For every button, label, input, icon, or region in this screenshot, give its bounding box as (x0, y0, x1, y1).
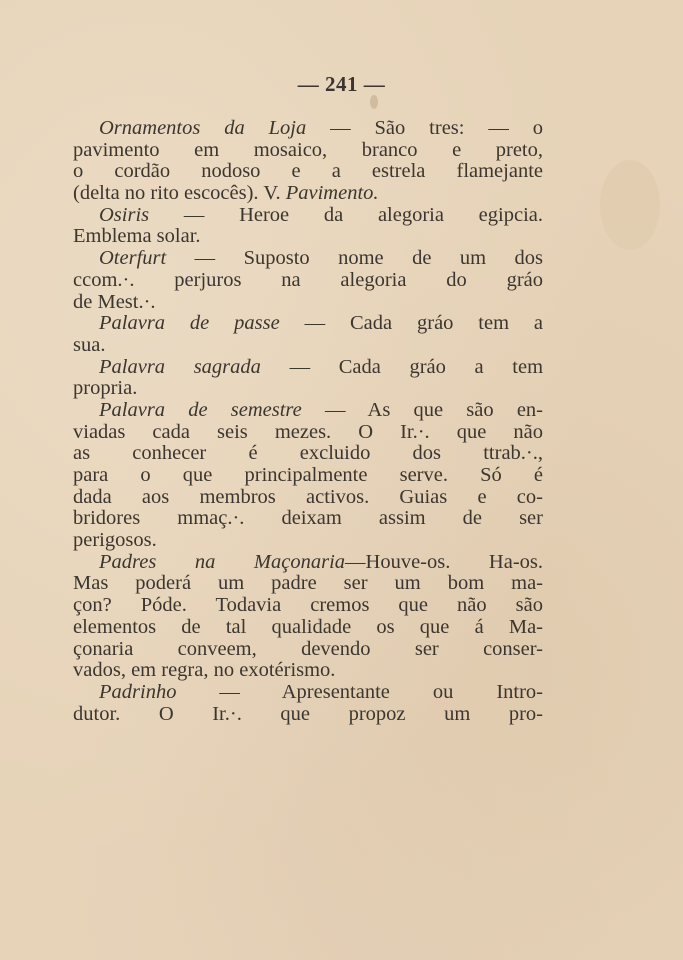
entry-term: Palavra de passe (99, 312, 280, 335)
entry-text: — As que são en- (324, 398, 543, 421)
entry-text: — São tres: — o (330, 117, 543, 139)
entry-text: bridores mmaç.·. deixam assim de ser (73, 507, 543, 530)
entry-text: o cordão nodoso e a estrela flamejante (73, 160, 543, 183)
entry-term: Palavra de semestre (99, 398, 302, 421)
entry-text: çon? Póde. Todavia cremos que não são (73, 594, 543, 617)
entry-text: pavimento em mosaico, branco e preto, (73, 138, 543, 161)
entry-palavra-de-passe (73, 313, 543, 356)
entry-text: propria. (73, 377, 138, 400)
entry-text: perigosos. (73, 529, 157, 552)
entry-text: de Mest.·. (73, 290, 156, 313)
entry-term: Padres na Maçonaria (99, 550, 346, 573)
page-number: — 241 — (297, 72, 386, 96)
entry-text: —Houve-os. Ha-os. (345, 550, 543, 573)
entry-padres-na-maconaria (73, 552, 543, 682)
entry-term: Palavra sagrada (99, 355, 261, 378)
entry-text: dada aos membros activos. Guias e co- (73, 485, 543, 508)
paper-stain (600, 160, 660, 250)
entry-text: Mas poderá um padre ser um bom ma- (73, 572, 543, 595)
entry-palavra-de-semestre (73, 400, 543, 552)
entry-text: vados, em regra, no exotérismo. (73, 659, 336, 682)
cross-reference: Pavimento. (285, 182, 379, 205)
entry-text: dutor. O Ir.·. que propoz um pro- (73, 702, 543, 725)
entry-term: Ornamentos da Loja (99, 117, 307, 139)
entry-text: — Apresentante ou Intro- (219, 680, 543, 703)
entry-text: — Cada gráo tem a (304, 312, 544, 335)
entry-text: — Suposto nome de um dos (194, 247, 543, 270)
entry-oterfurt (73, 248, 543, 313)
entry-text: — Heroe da alegoria egipcia. (183, 203, 543, 226)
entry-padrinho (73, 682, 543, 725)
entry-osiris (73, 205, 543, 248)
paper-stain (370, 95, 378, 109)
entry-term: Osiris (99, 203, 150, 226)
entry-text: as conhecer é excluido dos ttrab.·., (73, 442, 543, 465)
entry-text: (delta no rito escocês). V. (73, 182, 286, 205)
entry-palavra-sagrada (73, 357, 543, 400)
entry-text: Emblema solar. (73, 225, 201, 248)
entry-text: sua. (73, 333, 106, 356)
entry-term: Oterfurt (99, 247, 167, 270)
entry-text: — Cada gráo a tem (289, 355, 544, 378)
entry-text: viadas cada seis mezes. O Ir.·. que não (73, 420, 543, 443)
entry-term: Padrinho (99, 680, 177, 703)
entry-ornamentos-da-loja (73, 118, 543, 205)
entry-text: para o que principalmente serve. Só é (73, 464, 543, 486)
entry-text: elementos de tal qualidade os que á Ma- (73, 615, 543, 638)
entry-text: çonaria conveem, devendo ser conser- (73, 637, 543, 660)
dictionary-text (73, 118, 543, 725)
entry-text: ccom.·. perjuros na alegoria do gráo (73, 268, 543, 291)
